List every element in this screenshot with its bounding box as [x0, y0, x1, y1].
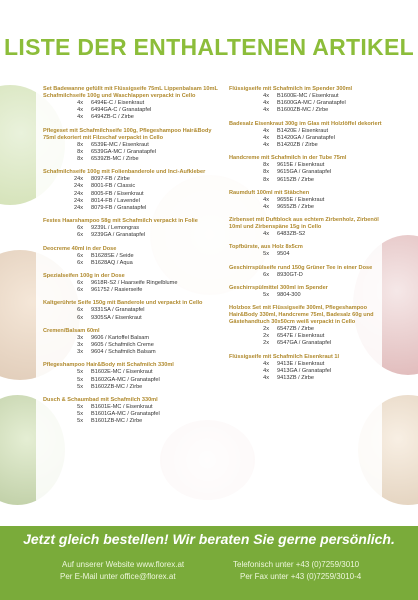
- item-name: 9618R-S2 / Haarseife Ringelblume: [91, 280, 178, 287]
- item-name: 6494GA-C / Granatapfel: [91, 107, 152, 114]
- left-column: [43, 86, 223, 432]
- item-quantity: 5x: [77, 418, 83, 425]
- list-item: [43, 342, 223, 349]
- product-section: [43, 273, 223, 294]
- item-quantity: 5x: [77, 404, 83, 411]
- list-item: [229, 292, 391, 299]
- section-title: Cremen/Balsam 60ml: [43, 327, 100, 334]
- fax-line: Per Fax unter +43 (0)7259/3010-4: [240, 572, 362, 581]
- section-title: Flüssigseife mit Schafmilch Eisenkraut 1l: [229, 353, 340, 360]
- item-name: B1601E-MC / Eisenkraut: [91, 404, 153, 411]
- list-item: [43, 260, 223, 267]
- item-quantity: 24x: [73, 190, 83, 197]
- item-name: 9615E / Eisenkraut: [277, 162, 325, 169]
- item-name: 9239L / Lemongras: [91, 225, 139, 232]
- item-name: 6547GA / Granatapfel: [277, 340, 332, 347]
- item-quantity: 8x: [77, 141, 83, 148]
- section-title: Kaltgerührte Seife 150g mit Banderole und verpackt in Cello: [43, 300, 203, 307]
- item-quantity: 8x: [263, 169, 269, 176]
- list-item: [43, 107, 223, 114]
- item-name: 9413ZB / Zirbe: [277, 375, 314, 382]
- list-item: [229, 333, 391, 340]
- item-name: 9413E / Eisenkraut: [277, 360, 325, 367]
- item-name: 961752 / Rasierseife: [91, 287, 143, 294]
- list-item: [229, 93, 391, 100]
- list-item: [43, 404, 223, 411]
- section-title: Schafmilchseife 100g mit Folienbanderole und Inci-Aufkleber: [43, 169, 206, 176]
- product-section: [43, 218, 223, 239]
- item-name: B1602GA-MC / Granatapfel: [91, 376, 160, 383]
- item-name: B1601GA-MC / Granatapfel: [91, 411, 160, 418]
- item-quantity: 5x: [77, 376, 83, 383]
- list-item: [43, 335, 223, 342]
- item-name: 9604 / Schafmilch Balsam: [91, 349, 156, 356]
- list-item: [43, 349, 223, 356]
- list-item: [43, 142, 223, 149]
- item-name: 9504: [277, 251, 290, 258]
- item-quantity: 24x: [73, 197, 83, 204]
- list-item: [43, 183, 223, 190]
- page-title: LISTE DER ENTHALTENEN ARTIKEL: [4, 34, 414, 60]
- item-quantity: 6x: [263, 271, 269, 278]
- list-item: [229, 361, 391, 368]
- list-item: [229, 251, 391, 258]
- item-quantity: 4x: [263, 375, 269, 382]
- item-quantity: 6x: [77, 287, 83, 294]
- list-item: [43, 156, 223, 163]
- item-name: B1420ZB / Zirbe: [277, 142, 318, 149]
- item-name: 6547E / Eisenkraut: [277, 333, 325, 340]
- item-name: 9331SA / Granatapfel: [91, 307, 145, 314]
- item-name: B1601ZB-MC / Zirbe: [91, 418, 143, 425]
- item-name: B1628AQ / Aqua: [91, 259, 133, 266]
- item-quantity: 2x: [263, 326, 269, 333]
- product-section: [43, 169, 223, 212]
- section-title: Geschirrspülseife rund 150g Grüner Tee in einer Dose: [229, 264, 373, 271]
- list-item: [43, 411, 223, 418]
- footer: [0, 526, 418, 600]
- list-item: [229, 204, 391, 211]
- list-item: [229, 231, 391, 238]
- product-section: [229, 265, 391, 279]
- item-name: B1600ZB-MC / Zirbe: [277, 107, 329, 114]
- list-item: [43, 225, 223, 232]
- product-section: [43, 86, 223, 122]
- item-name: 6547ZB / Zirbe: [277, 326, 314, 333]
- item-name: 8005-FB / Eisenkraut: [91, 190, 144, 197]
- section-title: Handcreme mit Schafmilch in der Tube 75ml: [229, 155, 347, 162]
- item-name: 8930GT-D: [277, 271, 303, 278]
- item-name: 9605 / Schafmilch Creme: [91, 342, 154, 349]
- item-quantity: 6x: [77, 280, 83, 287]
- item-name: 6539E-MC / Eisenkraut: [91, 141, 149, 148]
- item-name: B1600GA-MC / Granatapfel: [277, 100, 346, 107]
- section-title: Zirbenset mit Duftblock aus echtem Zirbenholz, Zirbenöl 10ml und Zirbenspäne 15g in Cello: [229, 217, 379, 231]
- section-title: Festes Haarshampoo 58g mit Schafmilch verpackt in Folie: [43, 218, 198, 225]
- product-section: [229, 217, 391, 238]
- item-name: B1602ZB-MC / Zirbe: [91, 383, 143, 390]
- item-quantity: 6x: [77, 314, 83, 321]
- product-section: [43, 362, 223, 391]
- item-quantity: 4x: [263, 196, 269, 203]
- phone-line: Telefonisch unter +43 (0)7259/3010: [233, 560, 360, 569]
- list-item: [43, 280, 223, 287]
- item-name: B1420E / Eisenkraut: [277, 127, 328, 134]
- list-item: [43, 384, 223, 391]
- list-item: [43, 114, 223, 121]
- item-quantity: 6x: [77, 252, 83, 259]
- item-quantity: 4x: [263, 93, 269, 99]
- section-title: Badesalz Eisenkraut 300g im Glas mit Holzlöffel dekoriert: [229, 120, 382, 127]
- item-quantity: 4x: [263, 231, 269, 238]
- list-item: [229, 272, 391, 279]
- item-name: 9615GA / Granatapfel: [277, 169, 332, 176]
- list-item: [229, 135, 391, 142]
- item-name: 9606 / Kartoffel Balsam: [91, 334, 150, 341]
- list-item: [229, 169, 391, 176]
- item-name: 6483ZB-S2: [277, 231, 306, 238]
- product-section: [43, 397, 223, 426]
- list-item: [229, 197, 391, 204]
- list-item: [43, 205, 223, 212]
- section-title: Raumduft 100ml mit Stäbchen: [229, 189, 310, 196]
- product-section: [229, 354, 391, 383]
- section-title: Topfbürste, aus Holz 8x5cm: [229, 244, 303, 251]
- section-title: Pflegeset mit Schafmilchseife 100g, Pflegeshampoo Hair&Body 75ml dekoriert mit Filzschaf verpackt in Cello: [43, 127, 212, 141]
- website-line[interactable]: Auf unserer Website www.florex.at: [62, 560, 185, 569]
- section-title: Dusch & Schaumbad mit Schafmilch 330ml: [43, 397, 158, 404]
- list-item: [43, 377, 223, 384]
- item-name: 8097-FB / Zirbe: [91, 176, 130, 183]
- product-section: [229, 86, 391, 115]
- item-name: 6494ZB-C / Zirbe: [91, 114, 134, 121]
- item-name: B1600E-MC / Eisenkraut: [277, 93, 339, 99]
- item-quantity: 2x: [263, 340, 269, 347]
- item-name: 9413GA / Granatapfel: [277, 367, 332, 374]
- list-item: [43, 176, 223, 183]
- list-item: [43, 191, 223, 198]
- list-item: [229, 128, 391, 135]
- list-item: [43, 307, 223, 314]
- item-name: 8079-FB / Granatapfel: [91, 205, 147, 212]
- list-item: [43, 232, 223, 239]
- item-name: B1628SE / Seide: [91, 252, 134, 259]
- product-section: [229, 155, 391, 184]
- item-name: 9655E / Eisenkraut: [277, 196, 325, 203]
- item-name: 6539ZB-MC / Zirbe: [91, 156, 139, 163]
- item-name: 9655ZB / Zirbe: [277, 204, 314, 211]
- product-section: [43, 300, 223, 321]
- email-line[interactable]: Per E-Mail unter office@florex.at: [60, 572, 176, 581]
- list-item: [229, 162, 391, 169]
- item-name: 6494E-C / Eisenkraut: [91, 100, 145, 106]
- item-quantity: 6x: [77, 225, 83, 232]
- product-section: [43, 328, 223, 357]
- section-title: Set Badewanne gefüllt mit Flüssigseife 75mL Lippenbalsam 10mL Schafmilchseife 100g und Waschlappen verpackt in Cello: [43, 86, 218, 99]
- list-item: [229, 368, 391, 375]
- item-quantity: 4x: [263, 360, 269, 367]
- item-quantity: 24x: [73, 176, 83, 183]
- item-quantity: 6x: [77, 232, 83, 239]
- item-quantity: 6x: [77, 307, 83, 314]
- call-to-action: Jetzt gleich bestellen! Wir beraten Sie gerne persönlich.: [23, 531, 395, 547]
- item-name: 9239GA / Granatapfel: [91, 232, 146, 239]
- item-name: 9804-300: [277, 291, 301, 298]
- item-quantity: 4x: [263, 107, 269, 114]
- item-quantity: 2x: [263, 333, 269, 340]
- item-quantity: 4x: [263, 142, 269, 149]
- list-item: [43, 418, 223, 425]
- item-quantity: 4x: [263, 100, 269, 107]
- item-quantity: 4x: [263, 127, 269, 134]
- item-quantity: 3x: [77, 342, 83, 349]
- item-quantity: 8x: [77, 148, 83, 155]
- section-title: Deocreme 40ml in der Dose: [43, 245, 117, 252]
- list-item: [229, 107, 391, 114]
- product-section: [229, 305, 391, 348]
- list-item: [43, 198, 223, 205]
- item-quantity: 4x: [77, 100, 83, 106]
- item-quantity: 5x: [77, 369, 83, 376]
- list-item: [43, 253, 223, 260]
- product-section: [43, 128, 223, 164]
- product-section: [43, 246, 223, 267]
- item-quantity: 4x: [77, 114, 83, 121]
- item-name: B1420GA / Granatapfel: [277, 134, 335, 141]
- product-section: [229, 121, 391, 150]
- item-quantity: 8x: [77, 156, 83, 163]
- item-quantity: 8x: [263, 162, 269, 169]
- list-item: [229, 177, 391, 184]
- list-item: [229, 340, 391, 347]
- section-title: Geschirrspülmittel 300ml im Spender: [229, 284, 328, 291]
- list-item: [229, 100, 391, 107]
- item-quantity: 5x: [263, 251, 269, 258]
- item-quantity: 4x: [263, 204, 269, 211]
- item-quantity: 8x: [263, 176, 269, 183]
- section-title: Holzbox Set mit Flüssigseife 300ml, Pflegeshampoo Hair&Body 330ml, Handcreme 75ml, Badesalz 60g und Gästehandtuch 30x50cm weiß verpackt in Cello: [229, 305, 374, 326]
- item-quantity: 3x: [77, 334, 83, 341]
- item-quantity: 4x: [77, 107, 83, 114]
- item-quantity: 24x: [73, 205, 83, 212]
- item-name: 9305SA / Eisenkraut: [91, 314, 142, 321]
- item-quantity: 24x: [73, 183, 83, 190]
- section-title: Flüssigseife mit Schafmilch im Spender 300ml: [229, 86, 353, 92]
- item-quantity: 4x: [263, 134, 269, 141]
- list-item: [229, 142, 391, 149]
- item-quantity: 5x: [77, 383, 83, 390]
- product-section: [229, 285, 391, 299]
- item-name: B1602E-MC / Eisenkraut: [91, 369, 153, 376]
- product-section: [229, 190, 391, 211]
- item-quantity: 5x: [263, 291, 269, 298]
- item-quantity: 3x: [77, 349, 83, 356]
- product-section: [229, 244, 391, 258]
- list-item: [229, 326, 391, 333]
- item-name: 8001-FB / Classic: [91, 183, 136, 190]
- list-item: [229, 375, 391, 382]
- item-name: 6539GA-MC / Granatapfel: [91, 148, 156, 155]
- section-title: Pflegeshampoo Hair&Body mit Schafmilch 330ml: [43, 362, 174, 369]
- list-item: [43, 315, 223, 322]
- list-item: [43, 149, 223, 156]
- list-item: [43, 287, 223, 294]
- list-item: [43, 100, 223, 107]
- item-name: 8014-FB / Lavendel: [91, 197, 140, 204]
- list-item: [43, 369, 223, 376]
- item-quantity: 4x: [263, 367, 269, 374]
- item-quantity: 5x: [77, 411, 83, 418]
- item-quantity: 6x: [77, 259, 83, 266]
- section-title: Spezialseifen 100g in der Dose: [43, 273, 125, 280]
- right-column: [229, 86, 391, 388]
- item-name: 9615ZB / Zirbe: [277, 176, 314, 183]
